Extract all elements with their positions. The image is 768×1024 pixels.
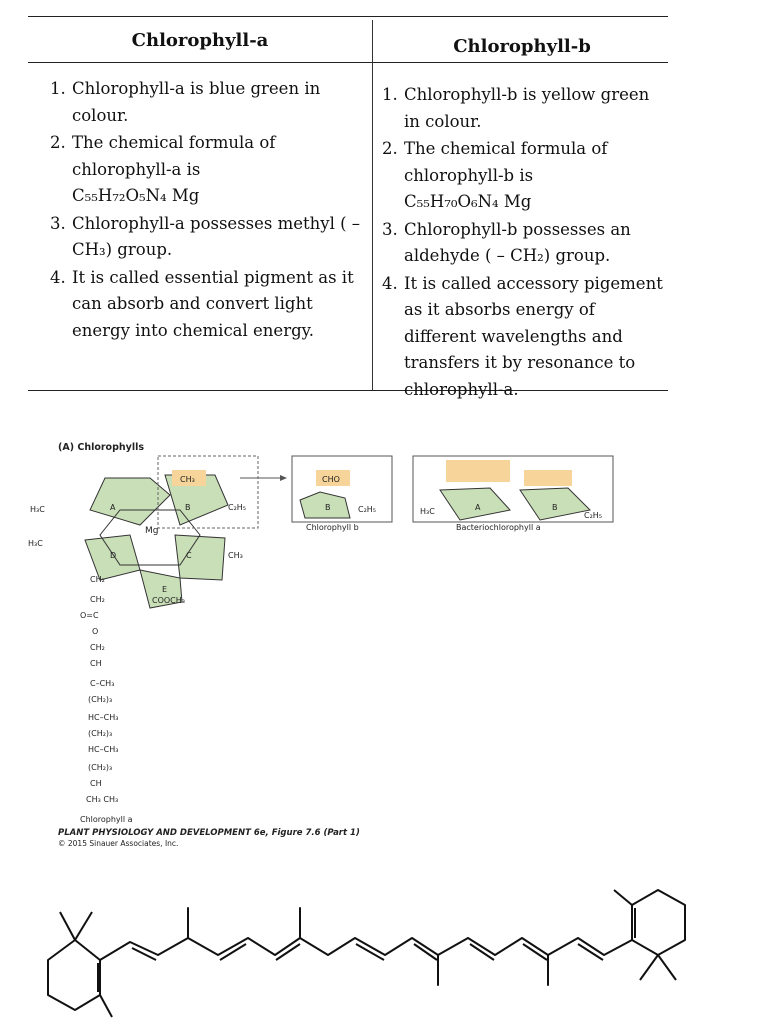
svg-text:HC–CH₃: HC–CH₃ — [88, 713, 119, 722]
beta-carotene-structure — [0, 880, 768, 1020]
list-item: 1. Chlorophyll-b is yellow green in colour. — [382, 85, 650, 131]
figure-caption: PLANT PHYSIOLOGY AND DEVELOPMENT 6e, Figure 7.6 (Part 1) — [58, 828, 360, 838]
svg-text:A: A — [475, 503, 481, 512]
svg-text:B: B — [325, 503, 331, 512]
mg-label: Mg — [145, 526, 159, 536]
svg-text:H₃C: H₃C — [30, 505, 45, 514]
svg-text:COOCH₃: COOCH₃ — [152, 596, 185, 605]
svg-text:E: E — [162, 585, 168, 594]
ch3-label: CH₃ — [180, 475, 195, 484]
figure-copyright: © 2015 Sinauer Associates, Inc. — [58, 839, 179, 848]
table-top-rule — [28, 16, 668, 17]
svg-text:B: B — [552, 503, 558, 512]
svg-text:D: D — [110, 551, 117, 560]
list-item: 3. Chlorophyll-b possesses an aldehyde ( – CH₂) group. — [382, 219, 631, 265]
svg-text:O=C: O=C — [80, 611, 99, 620]
table-header-rule — [28, 62, 668, 63]
right-ring — [632, 890, 685, 955]
panel-label: (A) Chlorophylls — [58, 442, 144, 453]
svg-text:H₃C: H₃C — [420, 507, 435, 516]
svg-text:CH: CH — [90, 779, 102, 788]
svg-text:C₂H₅: C₂H₅ — [228, 503, 247, 512]
list-item: 2. The chemical formula of chlorophyll-a is C₅₅H₇₂O₅N₄ Mg — [50, 133, 276, 205]
svg-text:C–CH₃: C–CH₃ — [90, 679, 115, 688]
svg-text:(CH₂)₃: (CH₂)₃ — [88, 695, 113, 704]
list-item: 3. Chlorophyll-a possesses methyl ( – CH₃) group. — [50, 213, 361, 259]
chlorophyll-structures-figure — [0, 430, 768, 860]
svg-text:CH₂: CH₂ — [90, 643, 105, 652]
svg-text:C₂H₅: C₂H₅ — [584, 511, 603, 520]
bacteriochlorophyll-label: Bacteriochlorophyll a — [456, 523, 541, 532]
bacteriochlorophyll-box — [413, 456, 613, 522]
list-item: 2. The chemical formula of chlorophyll-b is C₅₅H₇₀O₆N₄ Mg — [382, 139, 608, 211]
phytol-chain — [80, 575, 118, 804]
svg-text:O: O — [92, 627, 99, 636]
header-chlorophyll-b: Chlorophyll-b — [453, 36, 591, 57]
chlorophyll-a-label: Chlorophyll a — [80, 815, 133, 824]
comparison-table — [28, 14, 670, 399]
svg-text:CH: CH — [90, 659, 102, 668]
list-item: 4. It is called essential pigment as it can absorb and convert light energy into chemical energy. — [50, 267, 354, 340]
svg-text:CH₂: CH₂ — [90, 595, 105, 604]
formula-chlorophyll-a: C₅₅H₇₂O₅N₄ Mg — [72, 186, 200, 205]
svg-text:A: A — [110, 503, 116, 512]
svg-text:C: C — [186, 551, 192, 560]
column-chlorophyll-b — [382, 82, 670, 404]
svg-text:H₃C: H₃C — [28, 539, 43, 548]
list-item: 4. It is called accessory pigement as it absorbs energy of different wavelengths and transfers it by resonance to chlorophyll-a. — [382, 273, 663, 399]
list-item: 1. Chlorophyll-a is blue green in colour. — [50, 79, 321, 125]
chlorophyll-b-box — [292, 456, 392, 522]
svg-text:(CH₂)₃: (CH₂)₃ — [88, 729, 113, 738]
svg-text:C₂H₅: C₂H₅ — [358, 505, 377, 514]
svg-text:CHO: CHO — [322, 475, 340, 484]
header-chlorophyll-a: Chlorophyll-a — [131, 30, 269, 51]
table-column-divider — [372, 20, 373, 390]
svg-text:CH₂: CH₂ — [90, 575, 105, 584]
svg-text:CH₃ CH₃: CH₃ CH₃ — [86, 795, 119, 804]
svg-text:HC–CH₃: HC–CH₃ — [88, 745, 119, 754]
left-ring — [48, 940, 100, 1010]
svg-text:(CH₂)₃: (CH₂)₃ — [88, 763, 113, 772]
chlorophyll-b-label: Chlorophyll b — [306, 523, 359, 532]
svg-text:CH₃: CH₃ — [228, 551, 243, 560]
svg-text:B: B — [185, 503, 191, 512]
column-chlorophyll-a — [50, 76, 362, 345]
formula-chlorophyll-b: C₅₅H₇₀O₆N₄ Mg — [404, 192, 532, 211]
